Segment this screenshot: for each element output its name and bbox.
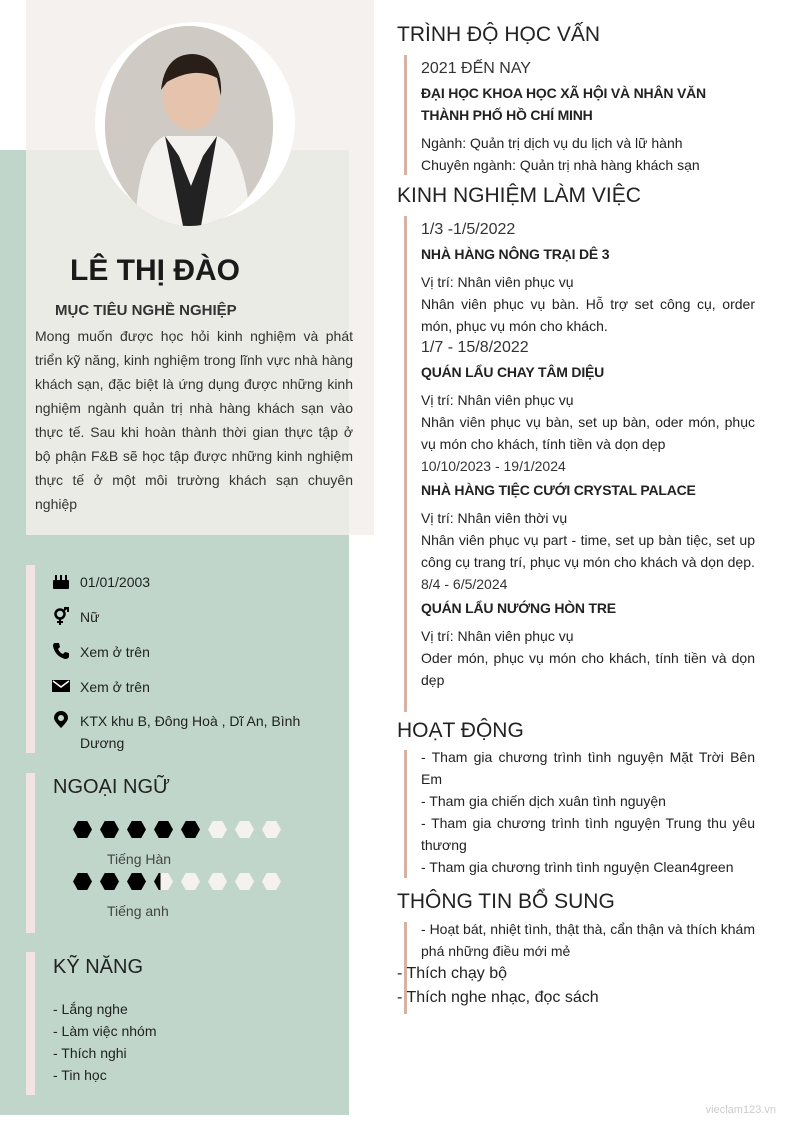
level-hexagon — [235, 821, 254, 838]
level-hexagon — [154, 873, 173, 890]
activities-list — [421, 746, 755, 878]
experience-list — [421, 219, 755, 691]
experience-item — [421, 337, 755, 455]
birthday-row — [52, 571, 322, 593]
experience-org: NHÀ HÀNG TIỆC CƯỚI CRYSTAL PALACE — [421, 482, 696, 498]
skill-item: - Lắng nghe — [53, 1001, 128, 1017]
skill-item: - Thích nghi — [53, 1045, 127, 1061]
level-hexagon — [181, 873, 200, 890]
activity-item: - Tham gia chương trình tình nguyện Trung thu yêu thương — [421, 815, 755, 853]
experience-item — [421, 455, 755, 573]
experience-date: 1/3 -1/5/2022 — [421, 221, 516, 238]
birthday-cake-icon — [52, 572, 70, 590]
school-name: ĐẠI HỌC KHOA HỌC XÃ HỘI VÀ NHÂN VĂN THÀNH PHỐ HỒ CHÍ MINH — [421, 85, 706, 123]
education-title: TRÌNH ĐỘ HỌC VẤN — [397, 23, 601, 46]
activity-item: - Tham gia chiến dịch xuân tình nguyện — [421, 793, 666, 809]
experience-title: KINH NGHIỆM LÀM VIỆC — [397, 184, 641, 207]
location-pin-icon — [52, 711, 70, 729]
experience-position: Vị trí: Nhân viên phục vụ — [421, 392, 574, 408]
experience-date: 8/4 - 6/5/2024 — [421, 576, 508, 592]
experience-position: Vị trí: Nhân viên phục vụ — [421, 628, 574, 644]
experience-position: Vị trí: Nhân viên phục vụ — [421, 274, 574, 290]
address-row — [52, 710, 322, 754]
email: Xem ở trên — [80, 679, 150, 695]
gender-icon — [52, 607, 70, 625]
education-accent-bar — [404, 55, 407, 175]
specialization: Chuyên ngành: Quản trị nhà hàng khách sạn — [421, 157, 700, 173]
skill-item: - Làm việc nhóm — [53, 1023, 157, 1039]
phone-row — [52, 641, 322, 663]
major: Ngành: Quản trị dịch vụ du lịch và lữ hành — [421, 135, 683, 151]
education-entry — [421, 58, 755, 176]
experience-date: 1/7 - 15/8/2022 — [421, 339, 529, 356]
language-name: Tiếng Hàn — [107, 851, 172, 867]
objective-text: Mong muốn được học hỏi kinh nghiệm và phát triển kỹ năng, kinh nghiệm trong lĩnh vực nhà hàng khách sạn, đặc biệt là ứng dụng được những kinh nghiệm ngành quản trị nhà hàng khách sạn vào thực tế. Sau khi hoàn thành thời gian thực tập ở bộ phận F&B sẽ học tập được những kinh nghiệm thực tế ở một môi trường khách sạn chuyên nghiệp — [35, 328, 353, 512]
additional-list — [397, 962, 599, 1010]
gender-row — [52, 606, 322, 628]
languages-accent-bar — [26, 773, 35, 933]
watermark: vieclam123.vn — [705, 1104, 776, 1116]
language-name: Tiếng anh — [107, 903, 169, 919]
objective-title: MỤC TIÊU NGHỀ NGHIỆP — [55, 302, 237, 319]
activities-title: HOẠT ĐỘNG — [397, 719, 524, 742]
level-hexagon — [208, 873, 227, 890]
additional-item: - Thích nghe nhạc, đọc sách — [397, 989, 599, 1006]
level-hexagon — [127, 821, 146, 838]
skills-title: KỸ NĂNG — [53, 956, 144, 978]
activity-item: - Tham gia chương trình tình nguyện Clean4green — [421, 859, 734, 875]
email-icon — [52, 677, 70, 695]
skills-accent-bar — [26, 952, 35, 1095]
experience-org: QUÁN LẨU NƯỚNG HÒN TRE — [421, 600, 616, 616]
level-hexagon — [154, 821, 173, 838]
level-hexagon — [181, 821, 200, 838]
info-accent-bar — [26, 565, 35, 753]
skill-item: - Tin học — [53, 1067, 107, 1083]
level-hexagon — [73, 821, 92, 838]
level-hexagon — [262, 873, 281, 890]
level-hexagon — [100, 821, 119, 838]
level-hexagon — [127, 873, 146, 890]
level-hexagon — [235, 873, 254, 890]
skills-list — [53, 998, 156, 1086]
language-level-english — [73, 873, 281, 890]
experience-item — [421, 573, 755, 691]
address: KTX khu B, Đông Hoà , Dĩ An, Bình Dương — [80, 713, 301, 751]
experience-desc: Nhân viên phục vụ bàn. Hỗ trợ set công cụ, order món, phục vụ món cho khách. — [421, 296, 755, 334]
experience-item — [421, 219, 755, 337]
experience-accent-bar — [404, 216, 407, 712]
activities-accent-bar — [404, 750, 407, 878]
candidate-name: LÊ THỊ ĐÀO — [70, 254, 240, 287]
additional-item: - Thích chạy bộ — [397, 965, 507, 982]
additional-item: - Hoạt bát, nhiệt tình, thật thà, cẩn thận và thích khám phá những điều mới mẻ — [421, 921, 755, 959]
experience-desc: Nhân viên phục vụ part - time, set up bàn tiệc, set up công cụ trang trí, phục vụ món cho khách và dọn dẹp. — [421, 532, 755, 570]
phone: Xem ở trên — [80, 644, 150, 660]
experience-position: Vị trí: Nhân viên thời vụ — [421, 510, 568, 526]
additional-title: THÔNG TIN BỔ SUNG — [397, 890, 615, 913]
level-hexagon — [262, 821, 281, 838]
experience-org: QUÁN LẨU CHAY TÂM DIỆU — [421, 364, 605, 380]
level-hexagon — [73, 873, 92, 890]
education-date: 2021 ĐẾN NAY — [421, 60, 531, 77]
gender: Nữ — [80, 609, 100, 625]
birthday: 01/01/2003 — [80, 574, 151, 590]
experience-desc: Nhân viên phục vụ bàn, set up bàn, oder món, phục vụ món cho khách, tính tiền và dọn dẹp — [421, 414, 755, 452]
profile-photo — [105, 26, 273, 226]
phone-icon — [52, 642, 70, 660]
language-level-korean — [73, 821, 281, 838]
level-hexagon — [208, 821, 227, 838]
experience-org: NHÀ HÀNG NÔNG TRẠI DÊ 3 — [421, 246, 610, 262]
experience-date: 10/10/2023 - 19/1/2024 — [421, 458, 566, 474]
activity-item: - Tham gia chương trình tình nguyện Mặt Trời Bên Em — [421, 749, 755, 787]
level-hexagon — [100, 873, 119, 890]
email-row — [52, 676, 322, 698]
experience-desc: Oder món, phục vụ món cho khách, tính tiền và dọn dẹp — [421, 650, 755, 688]
languages-title: NGOẠI NGỮ — [53, 776, 171, 798]
